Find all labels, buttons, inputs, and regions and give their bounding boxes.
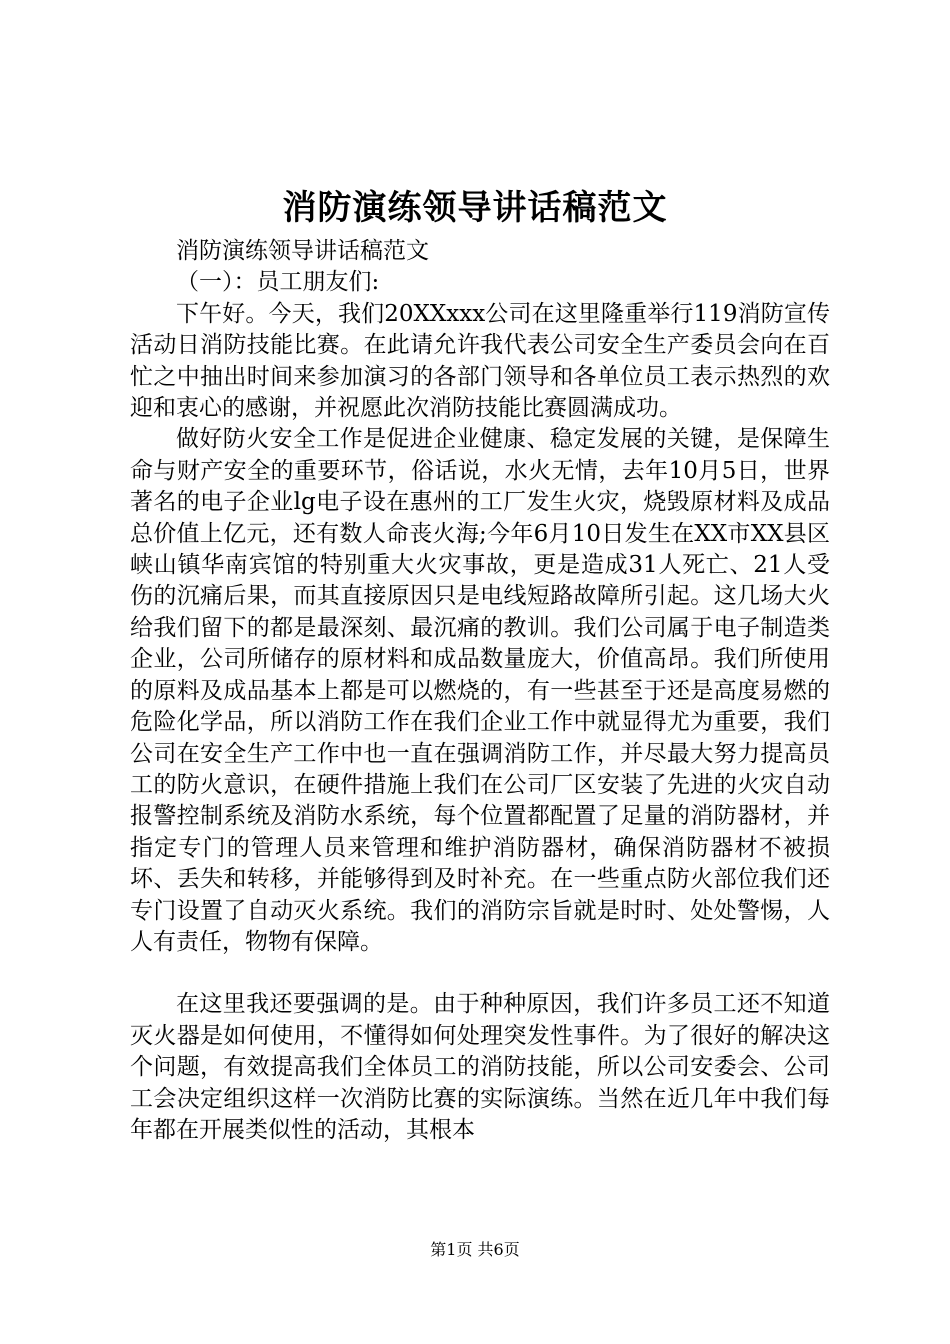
- paragraph: 做好防火安全工作是促进企业健康、稳定发展的关键，是保障生命与财产安全的重要环节，俗话说，水火无情，去年10月5日，世界著名的电子企业lg电子设在惠州的工厂发生火灾，烧毁原材料及成品总价值上亿元，还有数人命丧火海;今年6月10日发生在XX市XX县区峡山镇华南宾馆的特别重大火灾事故，更是造成31人死亡、21人受伤的沉痛后果，而其直接原因只是电线短路故障所引起。这几场大火给我们留下的都是最深刻、最沉痛的教训。我们公司属于电子制造类企业，公司所储存的原材料和成品数量庞大，价值高昂。我们所使用的原料及成品基本上都是可以燃烧的，有一些甚至于还是高度易燃的危险化学品，所以消防工作在我们企业工作中就显得尤为重要，我们公司在安全生产工作中也一直在强调消防工作，并尽最大努力提高员工的防火意识，在硬件措施上我们在公司厂区安装了先进的火灾自动报警控制系统及消防水系统，每个位置都配置了足量的消防器材，并指定专门的管理人员来管理和维护消防器材，确保消防器材不被损坏、丢失和转移，并能够得到及时补充。在一些重点防火部位我们还专门设置了自动灭火系统。我们的消防宗旨就是时时、处处警惕，人人有责任，物物有保障。: [130, 426, 830, 955]
- paragraph-salutation: （一）：员工朋友们:: [176, 269, 380, 296]
- paragraph: 在这里我还要强调的是。由于种种原因，我们许多员工还不知道灭火器是如何使用，不懂得如何处理突发性事件。为了很好的解决这个问题，有效提高我们全体员工的消防技能，所以公司安委会、公司工会决定组织这样一次消防比赛的实际演练。当然在近几年中我们每年都在开展类似性的活动，其根本: [130, 991, 830, 1143]
- document-body: [130, 236, 830, 1146]
- page-footer: 第1页 共6页: [430, 1240, 520, 1259]
- paragraph-subtitle: 消防演练领导讲话稿范文: [176, 238, 429, 264]
- paragraph: 下午好。今天，我们20XXxxx公司在这里隆重举行119消防宣传活动日消防技能比赛。在此请允许我代表公司安全生产委员会向在百忙之中抽出时间来参加演习的各部门领导和各单位员工表示热烈的欢迎和衷心的感谢，并祝愿此次消防技能比赛圆满成功。: [130, 300, 830, 422]
- document-title: 消防演练领导讲话稿范文: [282, 188, 668, 228]
